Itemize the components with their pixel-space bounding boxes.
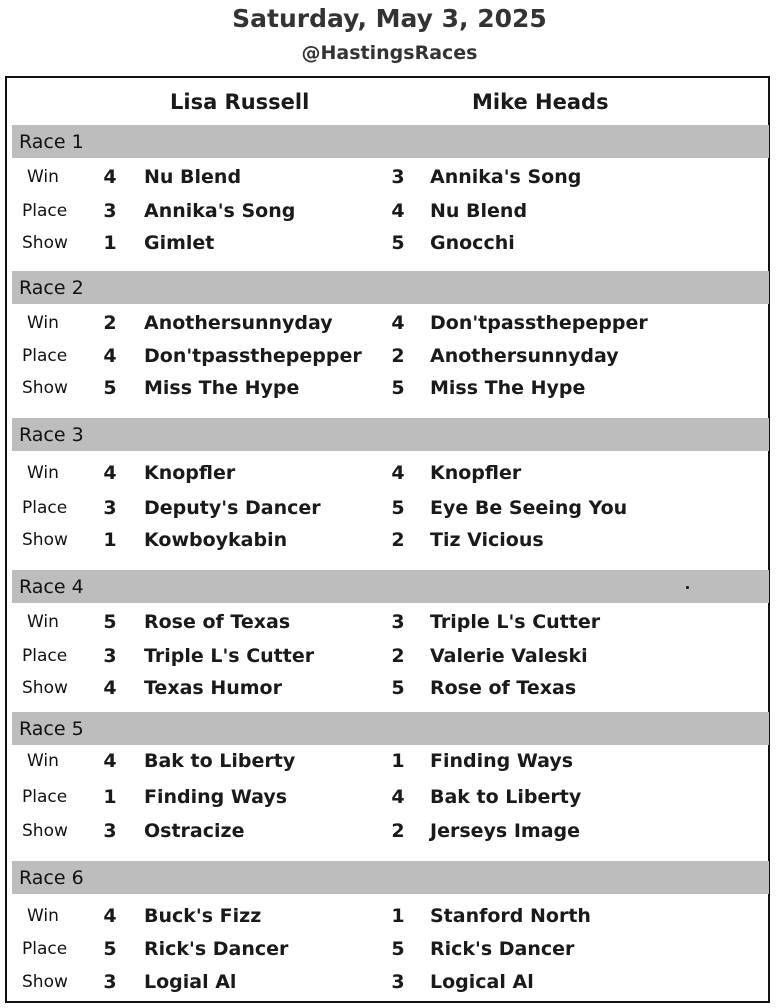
win-label: Win [27, 751, 59, 771]
win-label: Win [27, 612, 59, 632]
place-label: Place [22, 498, 68, 518]
mike-show-horse: Logical Al [430, 971, 534, 993]
lisa-win-horse: Bak to Liberty [144, 750, 296, 772]
mike-win-horse: Triple L's Cutter [430, 611, 601, 633]
lisa-win-horse: Rose of Texas [144, 611, 291, 633]
mike-show-number: 5 [391, 232, 405, 254]
mike-win-number: 4 [391, 462, 405, 484]
race-label: Race 3 [19, 424, 84, 446]
win-label: Win [27, 906, 59, 926]
win-label: Win [27, 167, 59, 187]
mike-place-horse: Nu Blend [430, 200, 528, 222]
mike-place-number: 2 [391, 645, 405, 667]
lisa-win-number: 4 [103, 905, 117, 927]
lisa-place-horse: Annika's Song [144, 200, 296, 222]
place-label: Place [22, 646, 68, 666]
place-label: Place [22, 787, 68, 807]
show-label: Show [22, 821, 68, 841]
lisa-place-horse: Don'tpassthepepper [144, 345, 362, 367]
mike-show-horse: Miss The Hype [430, 377, 586, 399]
mike-place-horse: Valerie Valeski [430, 645, 588, 667]
lisa-place-number: 1 [103, 786, 117, 808]
place-label: Place [22, 201, 68, 221]
race-header-band [12, 712, 769, 745]
handicapper-name-1: Lisa Russell [170, 90, 310, 114]
race-header-band [12, 861, 769, 894]
race-label: Race 4 [19, 576, 84, 598]
race-label: Race 2 [19, 277, 84, 299]
social-handle: @HastingsRaces [301, 42, 478, 64]
lisa-win-horse: Buck's Fizz [144, 905, 262, 927]
mike-show-number: 2 [391, 820, 405, 842]
lisa-show-horse: Miss The Hype [144, 377, 300, 399]
mike-place-horse: Eye Be Seeing You [430, 497, 628, 519]
win-label: Win [27, 463, 59, 483]
lisa-show-horse: Kowboykabin [144, 529, 288, 551]
mike-win-horse: Finding Ways [430, 750, 574, 772]
show-label: Show [22, 530, 68, 550]
mike-win-number: 3 [391, 611, 405, 633]
mike-show-horse: Rose of Texas [430, 677, 577, 699]
lisa-show-number: 1 [103, 529, 117, 551]
lisa-place-horse: Finding Ways [144, 786, 288, 808]
mike-place-number: 5 [391, 497, 405, 519]
mike-win-horse: Annika's Song [430, 166, 582, 188]
mike-win-number: 1 [391, 750, 405, 772]
lisa-show-number: 3 [103, 820, 117, 842]
lisa-show-number: 1 [103, 232, 117, 254]
mike-show-number: 5 [391, 677, 405, 699]
lisa-win-horse: Anothersunnyday [144, 312, 333, 334]
show-label: Show [22, 233, 68, 253]
mike-win-horse: Don'tpassthepepper [430, 312, 648, 334]
show-label: Show [22, 678, 68, 698]
race-label: Race 6 [19, 867, 84, 889]
mike-place-number: 4 [391, 200, 405, 222]
mike-show-number: 3 [391, 971, 405, 993]
page-title: Saturday, May 3, 2025 [232, 4, 547, 33]
lisa-place-number: 3 [103, 645, 117, 667]
lisa-place-horse: Deputy's Dancer [144, 497, 321, 519]
mike-show-number: 2 [391, 529, 405, 551]
mike-show-horse: Jerseys Image [430, 820, 581, 842]
lisa-win-number: 2 [103, 312, 117, 334]
lisa-win-number: 4 [103, 166, 117, 188]
lisa-place-number: 5 [103, 938, 117, 960]
mike-win-number: 4 [391, 312, 405, 334]
lisa-show-horse: Ostracize [144, 820, 245, 842]
lisa-place-horse: Rick's Dancer [144, 938, 289, 960]
lisa-show-horse: Gimlet [144, 232, 215, 254]
mike-win-horse: Knopfler [430, 462, 522, 484]
mike-win-horse: Stanford North [430, 905, 591, 927]
mike-place-number: 5 [391, 938, 405, 960]
mike-show-horse: Gnocchi [430, 232, 515, 254]
race-label: Race 1 [19, 131, 84, 153]
mike-win-number: 3 [391, 166, 405, 188]
lisa-place-number: 3 [103, 497, 117, 519]
mike-place-horse: Bak to Liberty [430, 786, 582, 808]
mike-show-number: 5 [391, 377, 405, 399]
lisa-win-number: 4 [103, 750, 117, 772]
race-header-band [12, 271, 769, 304]
win-label: Win [27, 313, 59, 333]
place-label: Place [22, 939, 68, 959]
lisa-win-number: 5 [103, 611, 117, 633]
show-label: Show [22, 972, 68, 992]
lisa-show-number: 5 [103, 377, 117, 399]
lisa-place-horse: Triple L's Cutter [144, 645, 315, 667]
lisa-win-horse: Nu Blend [144, 166, 242, 188]
mike-place-horse: Rick's Dancer [430, 938, 575, 960]
lisa-win-number: 4 [103, 462, 117, 484]
lisa-show-number: 4 [103, 677, 117, 699]
handicapper-name-2: Mike Heads [472, 90, 609, 114]
stray-dot [686, 586, 689, 589]
mike-place-horse: Anothersunnyday [430, 345, 619, 367]
lisa-show-horse: Texas Humor [144, 677, 282, 699]
mike-place-number: 2 [391, 345, 405, 367]
show-label: Show [22, 378, 68, 398]
lisa-show-horse: Logial Al [144, 971, 237, 993]
mike-win-number: 1 [391, 905, 405, 927]
mike-show-horse: Tiz Vicious [430, 529, 544, 551]
mike-place-number: 4 [391, 786, 405, 808]
race-label: Race 5 [19, 718, 84, 740]
race-header-band [12, 570, 769, 603]
race-header-band [12, 125, 769, 158]
lisa-place-number: 4 [103, 345, 117, 367]
lisa-place-number: 3 [103, 200, 117, 222]
lisa-show-number: 3 [103, 971, 117, 993]
race-header-band [12, 418, 769, 451]
lisa-win-horse: Knopfler [144, 462, 236, 484]
place-label: Place [22, 346, 68, 366]
